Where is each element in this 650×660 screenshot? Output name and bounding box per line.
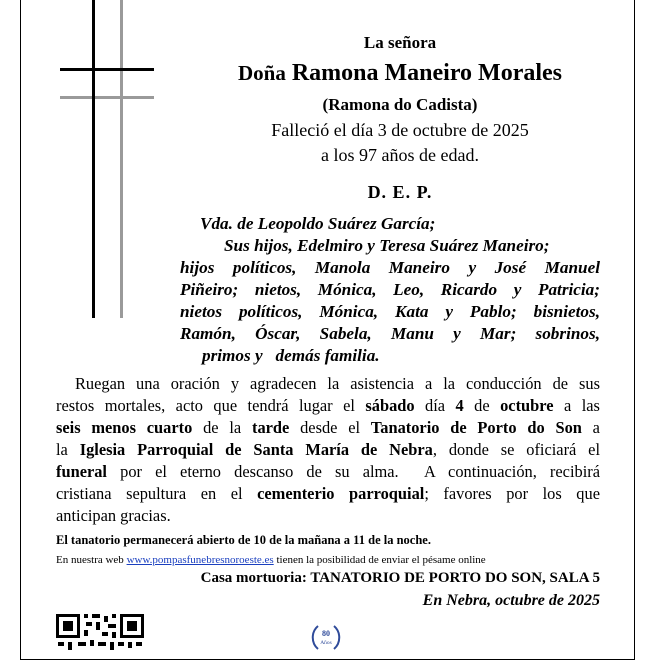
intro-text: La señora (363, 33, 437, 52)
age-line: a los 97 años de edad. (321, 145, 479, 165)
cross-shadow-horizontal (60, 96, 154, 99)
paragraph-line: anticipan gracias. (56, 506, 171, 525)
family-line: nietos políticos, Mónica, Kata y Pablo; bisnietos, (180, 302, 600, 321)
web-notice: En nuestra web www.pompasfunebresnoroeste.es tienen la posibilidad de enviar el pésame online (56, 554, 486, 566)
honorific: Doña (237, 61, 286, 85)
family-line: Vda. de Leopoldo Suárez García; (200, 214, 436, 233)
nickname: (Ramona do Cadista) (322, 95, 478, 114)
family-line: primos y demás familia. (202, 346, 380, 365)
paragraph-line: Ruegan una oración y agradecen la asistencia a la conducción de sus (75, 374, 600, 393)
deceased-name (195, 60, 605, 87)
funeral-home: Casa mortuoria: TANATORIO DE PORTO DO SON, SALA 5 (200, 570, 600, 586)
paragraph-line: cristiana sepultura en el cementerio parroquial; favores por los que (56, 484, 600, 503)
family-line: Sus hijos, Edelmiro y Teresa Suárez Maneiro; (224, 236, 550, 255)
paragraph-line: restos mortales, acto que tendrá lugar el sábado día 4 de octubre a las (56, 396, 600, 415)
family-line: Ramón, Óscar, Sabela, Manu y Mar; sobrinos, (180, 324, 600, 343)
family-list (180, 213, 600, 367)
rip-text: D. E. P. (367, 182, 433, 202)
full-name: Ramona Maneiro Morales (291, 60, 563, 86)
place-date: En Nebra, octubre de 2025 (422, 592, 600, 609)
ceremony-paragraph (56, 373, 600, 527)
logo-number: 80 (322, 629, 330, 638)
paragraph-line: la Iglesia Parroquial de Santa María de Nebra, donde se oficiará el (56, 440, 601, 459)
death-date-line: Falleció el día 3 de octubre de 2025 (271, 120, 529, 140)
paragraph-line: funeral por el eterno descanso de su alma. A continuación, recibirá (56, 462, 600, 481)
qr-code-icon[interactable] (56, 612, 144, 650)
cross-horizontal (60, 68, 154, 71)
cross-vertical (92, 0, 95, 318)
logo-label: Años (320, 640, 332, 646)
family-line: hijos políticos, Manola Maneiro y José Manuel (180, 258, 600, 277)
opening-hours: El tanatorio permanecerá abierto de 10 de la mañana a 11 de la noche. (56, 533, 431, 547)
cross-shadow-vertical (120, 0, 123, 318)
website-link[interactable]: www.pompasfunebresnoroeste.es (126, 554, 274, 566)
paragraph-line: seis menos cuarto de la tarde desde el Tanatorio de Porto do Son a (56, 418, 600, 437)
family-line: Piñeiro; nietos, Mónica, Leo, Ricardo y Patricia; (180, 280, 600, 299)
